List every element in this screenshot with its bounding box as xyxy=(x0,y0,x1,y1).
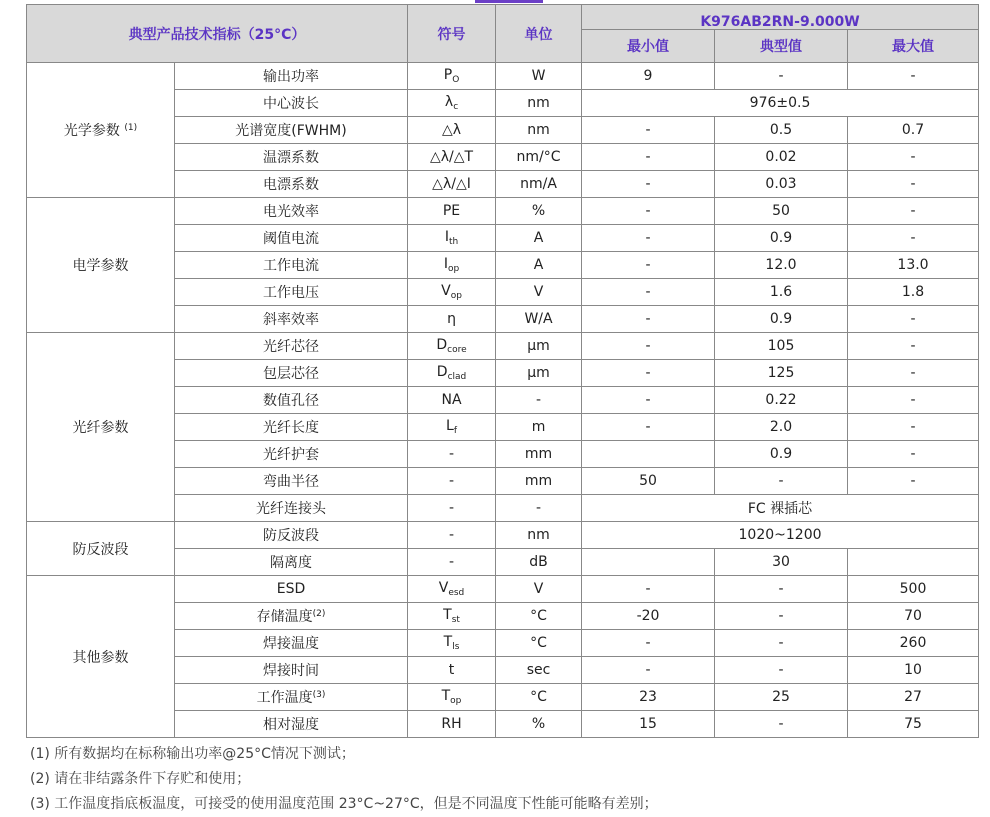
param-name: 光纤长度 xyxy=(263,420,319,436)
min-value-cell: - xyxy=(582,198,715,225)
max-value-cell: 260 xyxy=(848,630,979,657)
param-cell xyxy=(175,171,408,198)
symbol-text: - xyxy=(448,446,455,462)
group-name: 电学参数 xyxy=(72,258,129,274)
symbol-text: V xyxy=(441,283,451,299)
header-min: 最小值 xyxy=(582,30,715,63)
group-label xyxy=(27,522,175,576)
param-cell xyxy=(175,252,408,279)
param-cell xyxy=(175,117,408,144)
typ-value-cell: 50 xyxy=(715,198,848,225)
symbol-cell xyxy=(408,387,496,414)
group-name: 光学参数 xyxy=(63,123,120,139)
max-value-cell: - xyxy=(848,225,979,252)
symbol-cell xyxy=(408,495,496,522)
max-value-cell: 1.8 xyxy=(848,279,979,306)
symbol-cell xyxy=(408,576,496,603)
max-value-cell: 13.0 xyxy=(848,252,979,279)
max-value-cell: - xyxy=(848,144,979,171)
symbol-subscript: f xyxy=(453,426,457,436)
table-row xyxy=(27,576,979,603)
unit-cell: μm xyxy=(496,360,582,387)
symbol-subscript: core xyxy=(447,345,467,355)
param-name: 工作电流 xyxy=(263,258,319,274)
param-cell xyxy=(175,549,408,576)
param-cell xyxy=(175,306,408,333)
unit-cell: A xyxy=(496,252,582,279)
group-label xyxy=(27,333,175,522)
max-value-cell: - xyxy=(848,360,979,387)
unit-cell: W/A xyxy=(496,306,582,333)
symbol-text: T xyxy=(443,634,453,650)
symbol-subscript: op xyxy=(450,291,462,301)
group-label xyxy=(27,198,175,333)
param-name: 弯曲半径 xyxy=(263,474,319,490)
header-typ: 典型值 xyxy=(715,30,848,63)
symbol-text: I xyxy=(443,256,448,272)
symbol-cell xyxy=(408,252,496,279)
unit-cell: nm xyxy=(496,522,582,549)
max-value-cell: 70 xyxy=(848,603,979,630)
min-value-cell: - xyxy=(582,630,715,657)
param-cell xyxy=(175,630,408,657)
symbol-text: △λ xyxy=(441,122,462,138)
min-value-cell: - xyxy=(582,387,715,414)
max-value-cell: - xyxy=(848,387,979,414)
header-unit: 单位 xyxy=(496,5,582,63)
min-value-cell: 23 xyxy=(582,684,715,711)
symbol-cell xyxy=(408,657,496,684)
symbol-cell xyxy=(408,171,496,198)
param-name: 隔离度 xyxy=(270,555,312,571)
symbol-text: η xyxy=(447,311,456,327)
min-value-cell: - xyxy=(582,414,715,441)
min-value-cell xyxy=(582,441,715,468)
param-name: ESD xyxy=(276,581,306,597)
unit-cell: sec xyxy=(496,657,582,684)
param-name: 光纤芯径 xyxy=(263,339,319,355)
typ-value-cell: 0.9 xyxy=(715,441,848,468)
unit-cell: mm xyxy=(496,468,582,495)
param-name: 电光效率 xyxy=(263,204,319,220)
header-max: 最大值 xyxy=(848,30,979,63)
max-value-cell: 0.7 xyxy=(848,117,979,144)
symbol-cell xyxy=(408,414,496,441)
header-param-title: 典型产品技术指标（25°C） xyxy=(27,5,408,63)
symbol-cell xyxy=(408,117,496,144)
min-value-cell: - xyxy=(582,171,715,198)
param-cell xyxy=(175,711,408,738)
symbol-subscript: th xyxy=(448,237,459,247)
param-name: 工作温度 xyxy=(256,690,313,706)
param-name: 温漂系数 xyxy=(263,150,319,166)
typ-value-cell: - xyxy=(715,657,848,684)
table-row xyxy=(27,63,979,90)
param-name: 输出功率 xyxy=(263,69,319,85)
min-value-cell xyxy=(582,549,715,576)
param-cell xyxy=(175,63,408,90)
group-name: 其他参数 xyxy=(72,649,129,666)
symbol-cell xyxy=(408,198,496,225)
param-cell xyxy=(175,225,408,252)
typ-value-cell: - xyxy=(715,603,848,630)
param-note-ref: (3) xyxy=(312,690,326,700)
param-cell xyxy=(175,657,408,684)
symbol-cell xyxy=(408,468,496,495)
typ-value-cell: 105 xyxy=(715,333,848,360)
unit-cell: % xyxy=(496,198,582,225)
typ-value-cell: - xyxy=(715,576,848,603)
symbol-text: - xyxy=(448,527,455,543)
symbol-cell xyxy=(408,333,496,360)
param-name: 焊接温度 xyxy=(263,636,319,652)
symbol-text: - xyxy=(448,554,455,570)
symbol-cell xyxy=(408,90,496,117)
symbol-cell xyxy=(408,306,496,333)
param-name: 数值孔径 xyxy=(263,393,319,409)
min-value-cell: - xyxy=(582,306,715,333)
symbol-text: △λ/△I xyxy=(432,176,471,192)
unit-cell: - xyxy=(496,387,582,414)
symbol-text: △λ/△T xyxy=(429,149,474,165)
group-note-ref: (1) xyxy=(124,123,138,133)
group-label xyxy=(27,576,175,738)
max-value-cell: - xyxy=(848,171,979,198)
typ-value-cell: 25 xyxy=(715,684,848,711)
typ-value-cell: 125 xyxy=(715,360,848,387)
max-value-cell: - xyxy=(848,306,979,333)
typ-value-cell: - xyxy=(715,63,848,90)
table-row xyxy=(27,522,979,549)
param-name: 存储温度 xyxy=(256,609,313,625)
table-row xyxy=(27,198,979,225)
symbol-text: - xyxy=(448,500,455,516)
unit-cell: dB xyxy=(496,549,582,576)
typ-value-cell: - xyxy=(715,630,848,657)
top-accent-bar xyxy=(475,0,543,3)
typ-value-cell: 0.03 xyxy=(715,171,848,198)
max-value-cell: 10 xyxy=(848,657,979,684)
min-value-cell: -20 xyxy=(582,603,715,630)
unit-cell: A xyxy=(496,225,582,252)
unit-cell: μm xyxy=(496,333,582,360)
unit-cell: - xyxy=(496,495,582,522)
typ-value-cell: 0.9 xyxy=(715,306,848,333)
param-cell xyxy=(175,90,408,117)
max-value-cell: - xyxy=(848,414,979,441)
header-model: K976AB2RN-9.000W xyxy=(582,5,979,30)
param-name: 工作电压 xyxy=(263,285,319,301)
param-cell xyxy=(175,603,408,630)
max-value-cell: 75 xyxy=(848,711,979,738)
param-cell xyxy=(175,576,408,603)
max-value-cell: - xyxy=(848,468,979,495)
symbol-cell xyxy=(408,144,496,171)
unit-cell: mm xyxy=(496,441,582,468)
symbol-subscript: op xyxy=(450,696,462,706)
min-value-cell: - xyxy=(582,279,715,306)
min-value-cell: 15 xyxy=(582,711,715,738)
symbol-text: PE xyxy=(442,203,461,219)
unit-cell: °C xyxy=(496,603,582,630)
symbol-subscript: clad xyxy=(447,372,467,382)
typ-value-cell: 0.22 xyxy=(715,387,848,414)
spec-table-body xyxy=(27,63,979,738)
param-name: 焊接时间 xyxy=(263,663,319,679)
unit-cell: nm xyxy=(496,117,582,144)
min-value-cell: - xyxy=(582,144,715,171)
min-value-cell: 50 xyxy=(582,468,715,495)
param-name: 电漂系数 xyxy=(263,177,319,193)
typ-value-cell: 0.9 xyxy=(715,225,848,252)
param-cell xyxy=(175,144,408,171)
param-cell xyxy=(175,468,408,495)
param-name: 防反波段 xyxy=(263,528,319,544)
symbol-text: T xyxy=(441,688,451,704)
param-cell xyxy=(175,414,408,441)
min-value-cell: - xyxy=(582,333,715,360)
min-value-cell: - xyxy=(582,360,715,387)
merged-value-cell: 976±0.5 xyxy=(582,90,979,117)
max-value-cell: 500 xyxy=(848,576,979,603)
merged-value-cell: FC 裸插芯 xyxy=(582,495,979,522)
symbol-text: V xyxy=(438,580,449,596)
typ-value-cell: 0.5 xyxy=(715,117,848,144)
symbol-text: t xyxy=(448,662,455,678)
typ-value-cell: - xyxy=(715,711,848,738)
param-cell xyxy=(175,495,408,522)
unit-cell: m xyxy=(496,414,582,441)
typ-value-cell: 0.02 xyxy=(715,144,848,171)
symbol-text: RH xyxy=(441,716,462,732)
max-value-cell: - xyxy=(848,198,979,225)
symbol-cell xyxy=(408,441,496,468)
symbol-subscript: op xyxy=(447,264,460,274)
param-name: 光谱宽度(FWHM) xyxy=(235,123,347,139)
typ-value-cell: 1.6 xyxy=(715,279,848,306)
unit-cell: W xyxy=(496,63,582,90)
footnote-1: (1) 所有数据均在标称输出功率@25°C情况下测试； xyxy=(30,746,355,762)
unit-cell: nm xyxy=(496,90,582,117)
min-value-cell: 9 xyxy=(582,63,715,90)
group-name: 防反波段 xyxy=(72,541,129,558)
symbol-cell xyxy=(408,549,496,576)
group-name: 光纤参数 xyxy=(72,420,129,436)
symbol-cell xyxy=(408,630,496,657)
merged-value-cell: 1020~1200 xyxy=(582,522,979,549)
max-value-cell: - xyxy=(848,441,979,468)
symbol-cell xyxy=(408,522,496,549)
symbol-cell xyxy=(408,711,496,738)
param-note-ref: (2) xyxy=(312,609,326,619)
typ-value-cell: - xyxy=(715,468,848,495)
symbol-subscript: ls xyxy=(452,642,460,652)
unit-cell: °C xyxy=(496,684,582,711)
param-cell xyxy=(175,441,408,468)
symbol-text: I xyxy=(444,229,449,245)
unit-cell: V xyxy=(496,279,582,306)
param-name: 斜率效率 xyxy=(263,312,319,328)
symbol-cell xyxy=(408,684,496,711)
param-cell xyxy=(175,198,408,225)
symbol-text: - xyxy=(448,473,455,489)
unit-cell: nm/A xyxy=(496,171,582,198)
symbol-text: D xyxy=(436,364,448,380)
min-value-cell: - xyxy=(582,252,715,279)
symbol-text: L xyxy=(446,418,454,434)
unit-cell: nm/°C xyxy=(496,144,582,171)
table-row xyxy=(27,333,979,360)
typ-value-cell: 2.0 xyxy=(715,414,848,441)
footnote-3: (3) 工作温度指底板温度，可接受的使用温度范围 23°C~27°C，但是不同温度下性能可能略有差别； xyxy=(30,796,658,812)
min-value-cell: - xyxy=(582,117,715,144)
symbol-cell xyxy=(408,279,496,306)
symbol-cell xyxy=(408,603,496,630)
param-cell xyxy=(175,279,408,306)
symbol-cell xyxy=(408,63,496,90)
symbol-subscript: O xyxy=(452,75,460,85)
param-cell xyxy=(175,360,408,387)
max-value-cell xyxy=(848,549,979,576)
symbol-text: λ xyxy=(444,94,454,110)
symbol-cell xyxy=(408,225,496,252)
unit-cell: °C xyxy=(496,630,582,657)
symbol-text: NA xyxy=(441,392,462,408)
unit-cell: % xyxy=(496,711,582,738)
max-value-cell: - xyxy=(848,333,979,360)
param-name: 阈值电流 xyxy=(263,231,319,247)
typ-value-cell: 30 xyxy=(715,549,848,576)
max-value-cell: - xyxy=(848,63,979,90)
footnote-2: (2) 请在非结露条件下存贮和使用； xyxy=(30,771,251,787)
param-cell xyxy=(175,387,408,414)
param-name: 光纤连接头 xyxy=(256,501,326,517)
param-name: 光纤护套 xyxy=(263,447,319,463)
unit-cell: V xyxy=(496,576,582,603)
param-name: 相对湿度 xyxy=(263,717,319,733)
header-symbol: 符号 xyxy=(408,5,496,63)
max-value-cell: 27 xyxy=(848,684,979,711)
symbol-text: T xyxy=(443,607,452,623)
param-name: 包层芯径 xyxy=(263,366,319,382)
param-cell xyxy=(175,333,408,360)
symbol-subscript: c xyxy=(453,102,459,112)
min-value-cell: - xyxy=(582,657,715,684)
min-value-cell: - xyxy=(582,576,715,603)
symbol-text: P xyxy=(443,67,453,83)
param-name: 中心波长 xyxy=(263,96,319,112)
param-cell xyxy=(175,522,408,549)
group-label xyxy=(27,63,175,198)
typ-value-cell: 12.0 xyxy=(715,252,848,279)
symbol-cell xyxy=(408,360,496,387)
symbol-subscript: esd xyxy=(448,588,465,598)
symbol-subscript: st xyxy=(451,615,460,625)
symbol-text: D xyxy=(436,337,448,353)
min-value-cell: - xyxy=(582,225,715,252)
spec-table xyxy=(26,4,979,738)
param-cell xyxy=(175,684,408,711)
